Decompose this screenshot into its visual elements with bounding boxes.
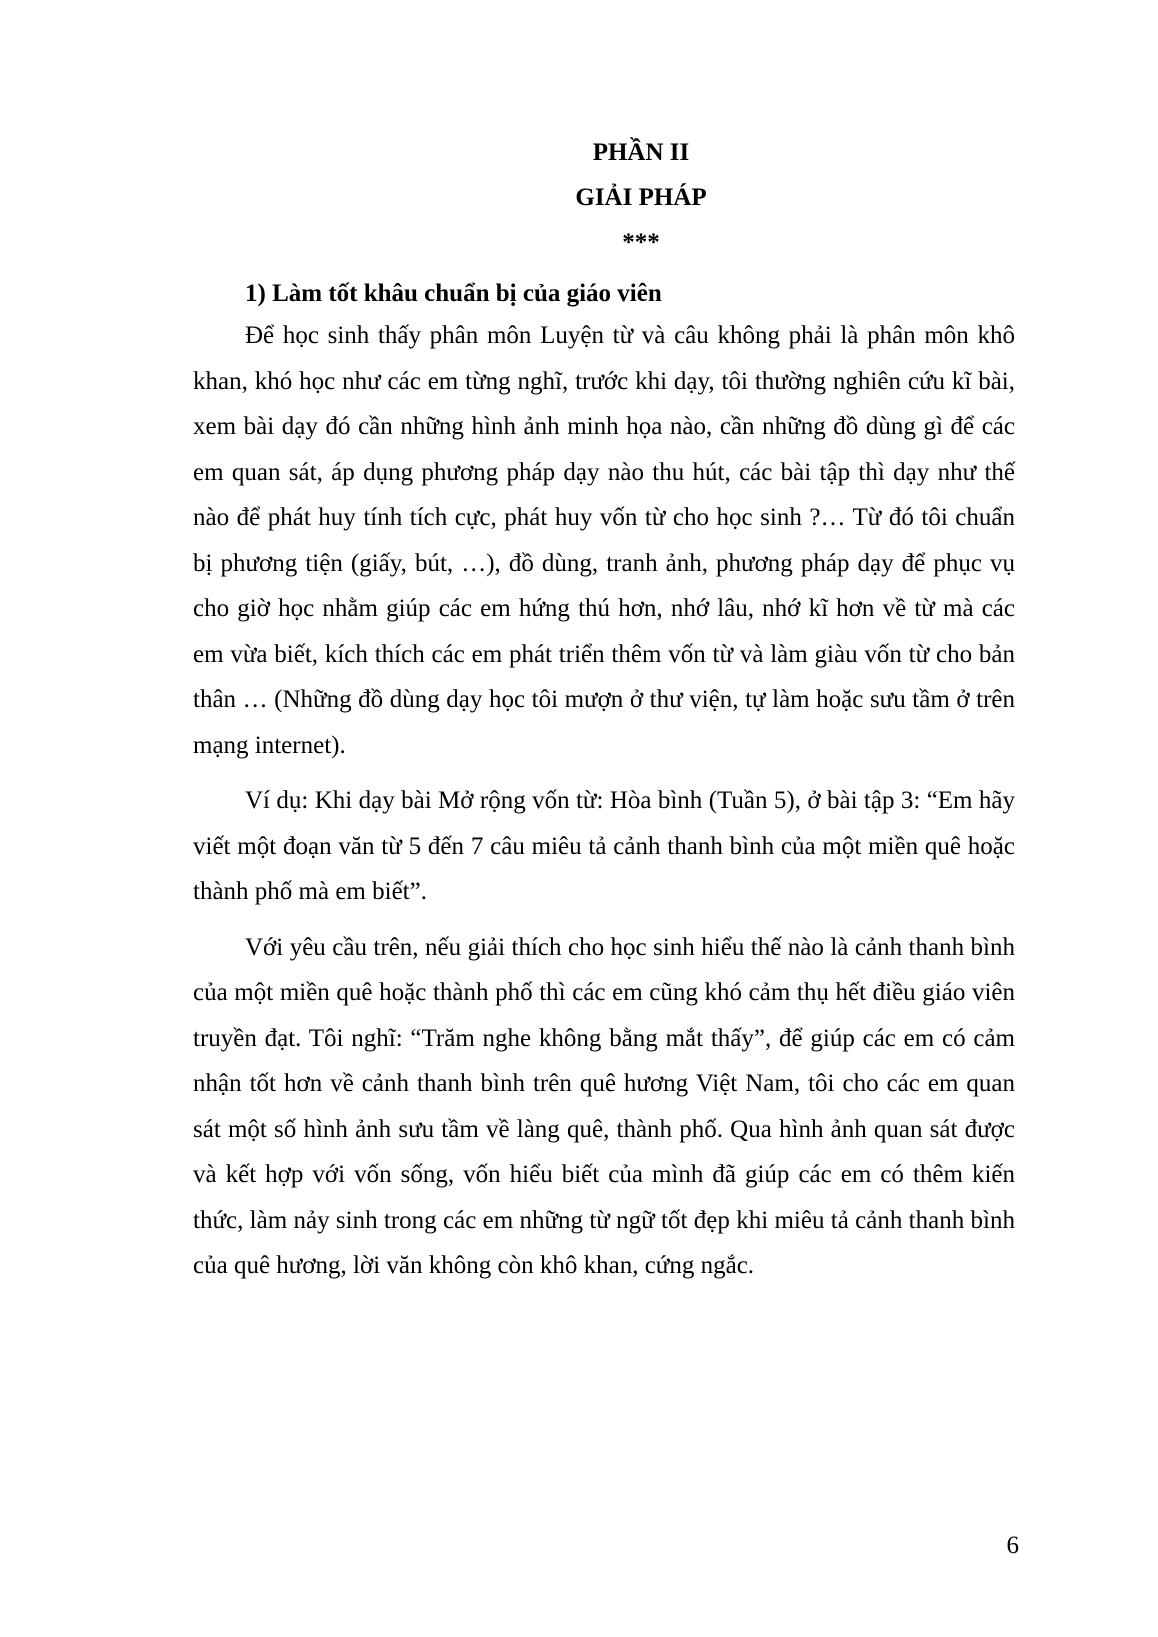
- paragraph-preparation: Để học sinh thấy phân môn Luyện từ và câu không phải là phân môn khô khan, khó học như các em từng nghĩ, trước khi dạy, tôi thường nghiên cứu kĩ bài, xem bài dạy đó cần những hình ảnh minh họa nào, cần những đồ dùng gì để các em quan sát, áp dụng phương pháp dạy nào thu hút, các bài tập thì dạy như thế nào để phát huy tính tích cực, phát huy vốn từ cho học sinh ?… Từ đó tôi chuẩn bị phương tiện (giấy, bút, …), đồ dùng, tranh ảnh, phương pháp dạy để phục vụ cho giờ học nhằm giúp các em hứng thú hơn, nhớ lâu, nhớ kĩ hơn về từ mà các em vừa biết, kích thích các em phát triển thêm vốn từ và làm giàu vốn từ cho bản thân … (Những đồ dùng dạy học tôi mượn ở thư viện, tự làm hoặc sưu tầm ở trên mạng internet).: [193, 322, 1015, 759]
- separator: ***: [622, 229, 660, 256]
- section-title: GIẢI PHÁP: [575, 184, 707, 211]
- subsection-heading: 1) Làm tốt khâu chuẩn bị của giáo viên: [245, 280, 662, 307]
- paragraph-explanation: Với yêu cầu trên, nếu giải thích cho học sinh hiểu thế nào là cảnh thanh bình của một miền quê hoặc thành phố thì các em cũng khó cảm thụ hết điều giáo viên truyền đạt. Tôi nghĩ: “Trăm nghe không bằng mắt thấy”, để giúp các em có cảm nhận tốt hơn về cảnh thanh bình trên quê hương Việt Nam, tôi cho các em quan sát một số hình ảnh sưu tầm về làng quê, thành phố. Qua hình ảnh quan sát được và kết hợp với vốn sống, vốn hiểu biết của mình đã giúp các em có thêm kiến thức, làm nảy sinh trong các em những từ ngữ tốt đẹp khi miêu tả cảnh thanh bình của quê hương, lời văn không còn khô khan, cứng ngắc.: [193, 933, 1015, 1279]
- paragraph-example: Ví dụ: Khi dạy bài Mở rộng vốn từ: Hòa bình (Tuần 5), ở bài tập 3: “Em hãy viết một đoạn văn từ 5 đến 7 câu miêu tả cảnh thanh bình của một miền quê hoặc thành phố mà em biết”.: [193, 787, 1015, 905]
- page-number: 6: [1006, 1532, 1019, 1559]
- body-text: [193, 313, 1015, 1289]
- part-label: PHẦN II: [592, 139, 690, 166]
